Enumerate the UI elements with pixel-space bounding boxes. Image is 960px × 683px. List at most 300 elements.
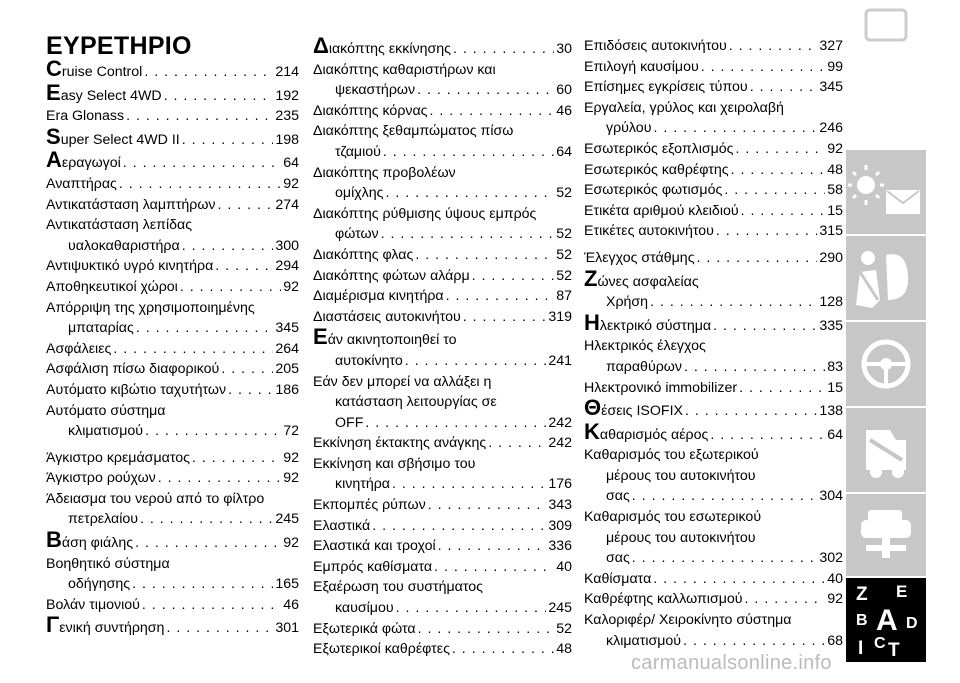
entry-label: κατάσταση λειτουργίας σε [335, 394, 497, 411]
light-check-icon[interactable] [846, 150, 926, 234]
leader-dots [453, 39, 554, 60]
index-entry [584, 378, 843, 399]
page-number: 290 [819, 249, 843, 266]
page-number: 309 [548, 517, 572, 534]
index-entry [46, 106, 299, 127]
index-entry [46, 489, 299, 530]
leader-dots [684, 357, 825, 378]
leader-dots [632, 548, 818, 569]
entry-label: ιακόπτης εκκίνησης [328, 41, 451, 57]
page-number: 235 [275, 108, 299, 125]
page-number: 46 [283, 596, 299, 613]
index-column-3 [584, 36, 843, 651]
entry-label: Ασφάλειες [46, 340, 112, 357]
page-number: 60 [556, 82, 572, 99]
entry-label: Αντικατάσταση λαμπτήρων [46, 196, 216, 213]
page-number: 319 [548, 308, 572, 325]
index-entry [46, 147, 299, 174]
entry-label: οδήγησης [68, 576, 131, 593]
index-entry [46, 554, 299, 595]
page-number: 186 [275, 381, 299, 398]
leader-dots [182, 130, 274, 151]
index-entry [584, 248, 843, 269]
index-entry [584, 445, 843, 507]
index-letter: Η [584, 309, 600, 335]
index-letter-glyph: D [906, 615, 918, 632]
page-number: 246 [819, 120, 843, 137]
leader-dots [428, 495, 547, 516]
leader-dots [142, 595, 281, 616]
page-number: 92 [283, 175, 299, 192]
entry-label: έσεις ISOFIX [601, 403, 683, 420]
page-number: 343 [548, 497, 572, 514]
index-letter: E [46, 79, 61, 105]
index-entry [313, 536, 572, 557]
index-entry [584, 201, 843, 222]
entry-label: Εξωτερικά φώτα [313, 620, 416, 637]
index-entry [584, 139, 843, 160]
entry-label: Εκκίνηση έκτακτης ανάγκης [313, 435, 487, 452]
page-number: 241 [548, 352, 572, 369]
page-number: 52 [556, 226, 572, 243]
entry-label: παραθύρων [606, 358, 682, 375]
leader-dots [113, 339, 273, 360]
entry-label: Άδειασμα του νερού από το φίλτρο [46, 490, 265, 507]
page-number: 52 [556, 620, 572, 637]
steering-wheel-icon[interactable] [846, 75, 960, 148]
page-number: 92 [283, 449, 299, 466]
entry-label: Έλεγχος στάθμης [584, 249, 695, 266]
index-entry [584, 57, 843, 78]
index-entry [313, 121, 572, 162]
page-number: 48 [556, 641, 572, 658]
leader-dots [741, 201, 826, 222]
entry-label: αυτοκίνητο [335, 352, 403, 369]
leader-dots [123, 153, 281, 174]
entry-label: Εκπομπές ρύπων [313, 497, 426, 514]
entry-label: εραγωγοί [61, 155, 121, 172]
leader-dots [463, 307, 547, 328]
page-number: 64 [283, 155, 299, 172]
leader-dots [396, 598, 547, 619]
index-entry [313, 639, 572, 660]
index-entry [584, 589, 843, 610]
index-letter-glyph: A [876, 604, 898, 637]
entry-label: Ηλεκτρικός έλεγχος [584, 338, 706, 355]
leader-dots [750, 77, 818, 98]
leader-dots [140, 509, 273, 530]
page-number: 92 [283, 278, 299, 295]
index-entry [584, 569, 843, 590]
leader-dots [452, 639, 554, 660]
leader-dots [365, 413, 546, 434]
entry-label: άση φιάλης [61, 535, 134, 552]
leader-dots [739, 378, 825, 399]
page-number: 300 [275, 237, 299, 254]
entry-label: Διακόπτης ρύθμισης ύψους εμπρός [313, 205, 537, 222]
leader-dots [415, 245, 554, 266]
page-number: 15 [827, 202, 843, 219]
index-entry [46, 380, 299, 401]
leader-dots [158, 468, 281, 489]
entry-label: Απόρριψη της χρησιμοποιημένης [46, 299, 255, 316]
index-entry [313, 495, 572, 516]
index-entry [584, 221, 843, 242]
entry-label: Διακόπτης φώτων αλάρμ [313, 267, 470, 284]
index-letter-glyph: Z [856, 584, 868, 605]
leader-dots [405, 351, 547, 372]
page-number: 335 [819, 317, 843, 334]
entry-label: Επιδόσεις αυτοκινήτου [584, 38, 727, 54]
leader-dots [392, 474, 546, 495]
steering-wheel-icon[interactable] [846, 322, 926, 406]
leader-dots [215, 256, 273, 277]
entry-label: ώνες ασφαλείας [597, 273, 699, 290]
entry-label: ενική συντήρηση [59, 620, 165, 637]
page-number: 264 [275, 340, 299, 357]
leader-dots [430, 101, 555, 122]
entry-label: Επίσημες εγκρίσεις τύπου [584, 79, 748, 96]
leader-dots [164, 86, 274, 107]
leader-dots [418, 619, 555, 640]
index-letter-glyph: T [888, 640, 900, 661]
leader-dots [417, 80, 554, 101]
index-letter: Δ [313, 33, 329, 58]
entry-label: μέρους του αυτοκινήτου [606, 467, 756, 484]
entry-label: μπαταρίας [68, 320, 134, 337]
entry-label: υαλοκαθαριστήρα [68, 237, 180, 254]
index-letter: Α [46, 147, 62, 173]
entry-label: γρύλου [606, 120, 652, 137]
entry-label: Καθαρισμός του εξωτερικού [584, 447, 759, 464]
page-number: 99 [827, 58, 843, 75]
leader-dots [446, 286, 555, 307]
page-number: 40 [556, 558, 572, 575]
entry-label: ruise Control [61, 64, 143, 80]
index-entry [584, 77, 843, 98]
page-number: 64 [827, 426, 843, 443]
index-entry [584, 610, 843, 651]
index-entry [584, 336, 843, 377]
leader-dots [221, 359, 273, 380]
entry-label: λεκτρικό σύστημα [599, 317, 712, 334]
entry-label: Διακόπτης ξεθαμπώματος πίσω [313, 123, 514, 140]
index-entry [46, 256, 299, 277]
leader-dots [650, 292, 817, 313]
page-number: 15 [827, 379, 843, 396]
page-number: 52 [556, 267, 572, 284]
entry-label: πετρελαίου [68, 511, 138, 528]
index-entry [313, 619, 572, 640]
entry-label: Αποθηκευτικοί χώροι [46, 278, 178, 295]
page-number: 336 [548, 538, 572, 555]
leader-dots [182, 236, 274, 257]
leader-dots [745, 589, 826, 610]
entry-label: Άγκιστρο ρούχων [46, 470, 156, 487]
index-letter: C [46, 56, 62, 81]
index-letter: Θ [584, 395, 602, 421]
leader-dots [438, 536, 547, 557]
leader-dots [701, 57, 826, 78]
entry-label: OFF [335, 414, 364, 431]
page-number: 301 [275, 620, 299, 637]
seatbelt-airbag-icon[interactable] [846, 236, 926, 320]
index-entry [46, 595, 299, 616]
alphabet-index-icon[interactable] [846, 578, 926, 662]
page-number: 176 [548, 476, 572, 493]
index-entry [313, 286, 572, 307]
index-letter-glyph: B [856, 612, 868, 629]
leader-dots [135, 533, 281, 554]
index-entry [46, 56, 299, 83]
entry-label: ψεκαστήρων [335, 82, 416, 99]
entry-label: ομίχλης [335, 185, 384, 202]
entry-label: μέρους του αυτοκινήτου [606, 529, 756, 546]
page-number: 87 [556, 288, 572, 305]
entry-label: Εκκίνηση και σβήσιμο του [313, 455, 476, 472]
leader-dots [731, 160, 826, 181]
page-number: 48 [827, 161, 843, 178]
page-number: 68 [827, 632, 843, 649]
index-entry [584, 418, 843, 446]
page-number: 64 [556, 143, 572, 160]
index-title: ΕΥΡΕΤΗΡΙΟ [46, 32, 192, 60]
index-letter-glyph: C [874, 635, 886, 652]
index-entry [584, 98, 843, 139]
entry-label: Άγκιστρο κρεμάσματος [46, 449, 190, 466]
index-column-1 [46, 33, 299, 639]
page-number: 92 [283, 535, 299, 552]
index-letter-glyph: E [896, 582, 908, 601]
entry-label: Διακόπτης προβολέων [313, 164, 456, 181]
page-number: 30 [556, 41, 572, 57]
leader-dots [372, 516, 546, 537]
entry-label: κλιματισμού [606, 632, 682, 649]
wrench-service-icon[interactable] [846, 408, 926, 492]
page-number: 138 [819, 403, 843, 420]
entry-label: Ετικέτα αριθμού κλειδιού [584, 202, 739, 219]
entry-label: Καθρέφτης καλλωπισμού [584, 591, 743, 608]
index-entry [584, 160, 843, 181]
leader-dots [136, 318, 273, 339]
leader-dots [192, 448, 281, 469]
page-number: 192 [275, 87, 299, 104]
entry-label: Βοηθητικό σύστημα [46, 555, 170, 572]
leader-dots [218, 195, 274, 216]
page-number: 345 [819, 79, 843, 96]
page-number: 40 [827, 570, 843, 587]
entry-label: Αναπτήρας [46, 175, 117, 192]
leader-dots [729, 36, 818, 57]
page-number: 58 [827, 182, 843, 199]
page-number: 345 [275, 320, 299, 337]
index-entry [46, 298, 299, 339]
index-letter: Κ [584, 418, 600, 444]
page-number: 52 [556, 246, 572, 263]
page-number: 214 [275, 64, 299, 80]
page-number: 245 [548, 600, 572, 617]
leader-dots [166, 618, 273, 639]
entry-label: Αυτόματο κιβώτιο ταχυτήτων [46, 381, 227, 398]
index-entry [584, 265, 843, 313]
entry-label: asy Select 4WD [60, 87, 162, 104]
watermark: carmanualsonline.info [631, 652, 832, 674]
leader-dots [386, 183, 555, 204]
index-entry [46, 359, 299, 380]
index-entry [313, 60, 572, 101]
entry-label: αθαρισμός αέρος [599, 426, 709, 443]
leader-dots [132, 574, 273, 595]
entry-label: Ελαστικά [313, 517, 371, 534]
entry-label: Αντιψυκτικό υγρό κινητήρα [46, 258, 214, 275]
index-entry [584, 507, 843, 569]
entry-label: Ασφάλιση πίσω διαφορικού [46, 361, 220, 378]
leader-dots [724, 180, 825, 201]
leader-dots [381, 224, 555, 245]
entry-label: Era Glonass [46, 108, 125, 125]
entry-label: σας [606, 550, 630, 567]
entry-label: Καθαρισμός του εσωτερικού [584, 509, 762, 526]
index-entry [46, 401, 299, 442]
entry-label: Καθίσματα [584, 570, 652, 587]
index-letter: Β [46, 527, 62, 553]
index-entry [313, 372, 572, 434]
entry-label: Ηλεκτρονικό immobilizer [584, 379, 738, 396]
car-lift-icon[interactable] [846, 494, 926, 576]
leader-dots [472, 266, 555, 287]
entry-label: uper Select 4WD II [60, 131, 180, 148]
index-entry [313, 516, 572, 537]
index-entry [313, 163, 572, 204]
index-entry [46, 79, 299, 107]
entry-label: Διακόπτης κόρνας [313, 102, 428, 119]
index-entry [46, 195, 299, 216]
entry-label: Εάν δεν μπορεί να αλλάξει η [313, 373, 492, 390]
index-entry [46, 468, 299, 489]
page-number: 304 [819, 488, 843, 505]
leader-dots [228, 380, 273, 401]
index-entry [313, 557, 572, 578]
leader-dots [632, 486, 818, 507]
entry-label: Αντικατάσταση λεπίδας [46, 217, 193, 234]
leader-dots [685, 401, 817, 422]
index-letter: Ε [313, 324, 328, 350]
index-letter: Ζ [584, 265, 598, 291]
page-number: 83 [827, 358, 843, 375]
page-number: 302 [819, 550, 843, 567]
page-number: 92 [283, 470, 299, 487]
tab-icons-svg [846, 0, 960, 678]
index-entry [584, 309, 843, 337]
page-number: 315 [819, 223, 843, 240]
leader-dots [716, 221, 817, 242]
entry-label: Εσωτερικός εξοπλισμός [584, 140, 734, 157]
index-letter-glyph: I [858, 638, 864, 659]
entry-label: Διαστάσεις αυτοκινήτου [313, 308, 461, 325]
index-column-2 [313, 33, 572, 660]
page-number: 327 [819, 38, 843, 54]
leader-dots [145, 421, 281, 442]
index-entry [584, 36, 843, 57]
page-number: 274 [275, 196, 299, 213]
leader-dots [653, 569, 825, 590]
entry-label: Εργαλεία, γρύλος και χειρολαβή [584, 99, 784, 116]
entry-label: καυσίμου [335, 600, 394, 617]
leader-dots [434, 557, 554, 578]
page-number: 52 [556, 185, 572, 202]
leader-dots [119, 174, 281, 195]
page-number: 92 [827, 140, 843, 157]
index-entry [46, 527, 299, 554]
page-number: 92 [827, 591, 843, 608]
entry-label: Διακόπτης φλας [313, 246, 414, 263]
leader-dots [488, 433, 546, 454]
page-number: 245 [275, 511, 299, 528]
index-entry [313, 101, 572, 122]
leader-dots [126, 106, 273, 127]
page-number: 294 [275, 258, 299, 275]
page-number: 205 [275, 361, 299, 378]
entry-label: Διαμέρισμα κινητήρα [313, 288, 444, 305]
leader-dots [383, 142, 554, 163]
entry-label: Επιλογή καυσίμου [584, 58, 699, 75]
entry-label: Αυτόματο σύστημα [46, 402, 166, 419]
index-entry [313, 204, 572, 245]
index-entry [313, 266, 572, 287]
entry-label: Βολάν τιμονιού [46, 596, 140, 613]
entry-label: Διακόπτης καθαριστήρων και [313, 61, 496, 78]
index-letter: Γ [46, 612, 60, 638]
page-number: 198 [275, 131, 299, 148]
index-entry [46, 339, 299, 360]
index-entry [46, 448, 299, 469]
index-entry [584, 395, 843, 422]
info-car-icon[interactable] [846, 0, 960, 73]
page-number: 242 [548, 414, 572, 431]
index-entry [313, 577, 572, 618]
index-entry [46, 123, 299, 151]
index-entry [313, 324, 572, 371]
section-tab-icons [846, 0, 960, 683]
entry-label: Εσωτερικός καθρέφτης [584, 161, 729, 178]
leader-dots [713, 316, 817, 337]
entry-label: σας [606, 488, 630, 505]
entry-label: Χρήση [606, 294, 649, 311]
leader-dots [180, 277, 281, 298]
index-entry [313, 433, 572, 454]
index-entry [46, 612, 299, 639]
entry-label: Εμπρός καθίσματα [313, 558, 433, 575]
leader-dots [697, 248, 818, 269]
entry-label: Εσωτερικός φωτισμός [584, 182, 723, 199]
leader-dots [736, 139, 826, 160]
page-number: 72 [283, 423, 299, 440]
entry-label: Εξωτερικοί καθρέφτες [313, 641, 450, 658]
page-number: 165 [275, 576, 299, 593]
entry-label: Καλοριφέρ/ Χειροκίνητο σύστημα [584, 612, 792, 629]
index-entry [584, 180, 843, 201]
index-entry [46, 277, 299, 298]
entry-label: άν ακινητοποιηθεί το [327, 332, 457, 349]
index-entry [46, 215, 299, 256]
index-entry [313, 454, 572, 495]
page-number: 46 [556, 102, 572, 119]
leader-dots [653, 118, 817, 139]
entry-label: φώτων [335, 226, 379, 243]
entry-label: τζαμιού [335, 143, 381, 160]
entry-label: κινητήρα [335, 476, 390, 493]
entry-label: κλιματισμού [68, 423, 144, 440]
